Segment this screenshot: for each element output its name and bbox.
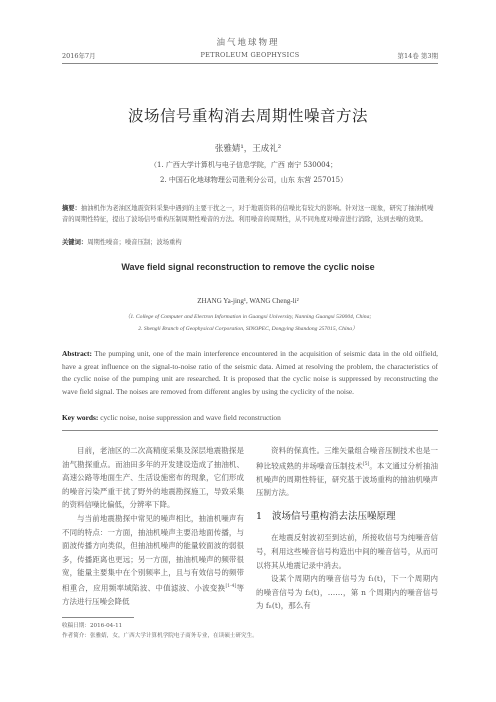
body-text: 资料的保真性。三维矢量组合噪音压制技术也是一种比较成熟的井场噪音压制技术 bbox=[256, 446, 438, 471]
abstract-en-text: The pumping unit, one of the main interference encountered in the acquisition of seismic data in the old oilfield, have a great influence on the signal-to-noise ratio of the seismic data. Aimed at resolving the problem, the characteristics of the cyclic noise of the pumping unit are researched. It is proposed that the cyclic noise is suppressed by reconstructing the wave field signal. The noises are removed from different angles by using the cyclicity of the noise. bbox=[62, 349, 438, 397]
footnote-author-bio: 作者简介：张雅婧，女，广西大学计算机学院电子商务专业，在读硕士研究生。 bbox=[62, 633, 258, 639]
body-text: 与当前地震勘探中常见的噪声相比，抽油机噪声有不同的特点：一方面，抽油机噪声主要沿地面传播，与面波传播方向类似，但抽油机噪声的能量较面波的弱很多，传播距离也更远；另一方面，抽油机噪声的频带很宽，能量主要集中在个别频率上，且与有效信号的频带相重合，应用频率域陷波、中值滤波、小波变换 bbox=[62, 513, 244, 593]
body-paragraph: 设某个周期内的噪音信号为 f₁(t)，下一个周期内的噪音信号为 f₂(t)，……，第 n 个周期内的噪音信号为 fₙ(t)，那么有 bbox=[256, 574, 438, 611]
affiliation-en-1: （1. College of Computer and Electron Information in Guangxi University, Nanning Guangxi 530004, China; bbox=[124, 314, 372, 320]
authors-cn: 张雅婧¹，王成礼² bbox=[214, 144, 282, 154]
running-header bbox=[62, 51, 438, 63]
section-title: 波场信号重构消去法压噪原理 bbox=[272, 510, 396, 522]
paper-title-cn: 波场信号重构消去周期性噪音方法 bbox=[127, 107, 368, 125]
keywords-en-text: cyclic noise, noise suppression and wave field reconstruction bbox=[98, 413, 281, 422]
paper-title-en: Wave field signal reconstruction to remove the cyclic noise bbox=[121, 262, 375, 272]
issue-date: 2016年7月 bbox=[62, 52, 96, 60]
keywords-en-label: Key words: bbox=[62, 413, 99, 422]
keywords-cn bbox=[62, 237, 438, 246]
body-paragraph: 目前，老油区的二次高精度采集及深层地震勘探是油气勘探重点。而油田多年的开发建设造成了抽油机、高速公路等地面生产、生活设施密布的现象，它们形成的噪音污染严重干扰了野外的地震勘探施工，导致采集的资料信噪比偏低，分辨率下降。 bbox=[62, 446, 244, 510]
footnote-received: 收稿日期：2016-04-11 bbox=[62, 623, 123, 629]
abstract-en bbox=[62, 348, 438, 399]
volume-issue: 第14卷 第3期 bbox=[397, 52, 438, 60]
body-column-right bbox=[256, 444, 438, 613]
affiliation-cn-1: （1. 广西大学计算机与电子信息学院，广西 南宁 530004； bbox=[150, 161, 338, 169]
body-paragraph: 在地震反射波初至到达前，所接收信号为纯噪音信号，利用这些噪音信号构造出中间的噪音信号，从而可以将其从地震记录中消去。 bbox=[256, 533, 438, 570]
section-number: 1 bbox=[256, 510, 263, 522]
abstract-cn-text: 抽油机作为老油区地震资料采集中遇到的主要干扰之一，对于地震资料的信噪比有较大的影响。针对这一现象，研究了抽油机噪音的周期性特征，提出了波场信号重构压制周期性噪音的方法。利用噪音的周期性，从不同角度对噪音进行消除，达到去噪的效果。 bbox=[62, 205, 434, 224]
abstract-en-label: Abstract: bbox=[62, 349, 92, 358]
footnote-divider bbox=[62, 617, 134, 618]
citation: [5] bbox=[362, 461, 370, 467]
abstract-cn-label: 摘要： bbox=[62, 205, 81, 212]
keywords-cn-label: 关键词： bbox=[62, 239, 88, 246]
body-paragraph bbox=[62, 512, 244, 609]
body-column-left bbox=[62, 444, 244, 609]
abstract-divider bbox=[62, 430, 438, 431]
body-paragraph bbox=[256, 444, 438, 500]
header-divider bbox=[62, 63, 438, 64]
keywords-cn-text: 周期性噪音；噪音压制；波场重构 bbox=[87, 239, 182, 246]
affiliation-en-2: 2. Shengli Branch of Geophysical Corporation, SINOPEC, Dongying Shandong 257015, China） bbox=[138, 326, 358, 332]
journal-name-en: PETROLEUM GEOPHYSICS bbox=[200, 51, 300, 59]
affiliation-cn-2: 2. 中国石化地球物理公司胜利分公司，山东 东营 257015） bbox=[160, 176, 348, 184]
body-text: 等方法进行压噪会降低 bbox=[62, 583, 245, 607]
section-heading bbox=[256, 510, 438, 524]
keywords-en bbox=[62, 413, 438, 422]
journal-name: 油气地球物理 bbox=[216, 38, 280, 48]
citation: [1-4] bbox=[225, 583, 237, 589]
authors-en: ZHANG Ya-jing¹, WANG Cheng-li² bbox=[197, 297, 299, 305]
body-text: 。本文通过分析抽油机噪声的周期性特征，研究基于波场重构的抽油机噪声压制方法。 bbox=[256, 461, 439, 498]
abstract-cn bbox=[62, 203, 438, 226]
